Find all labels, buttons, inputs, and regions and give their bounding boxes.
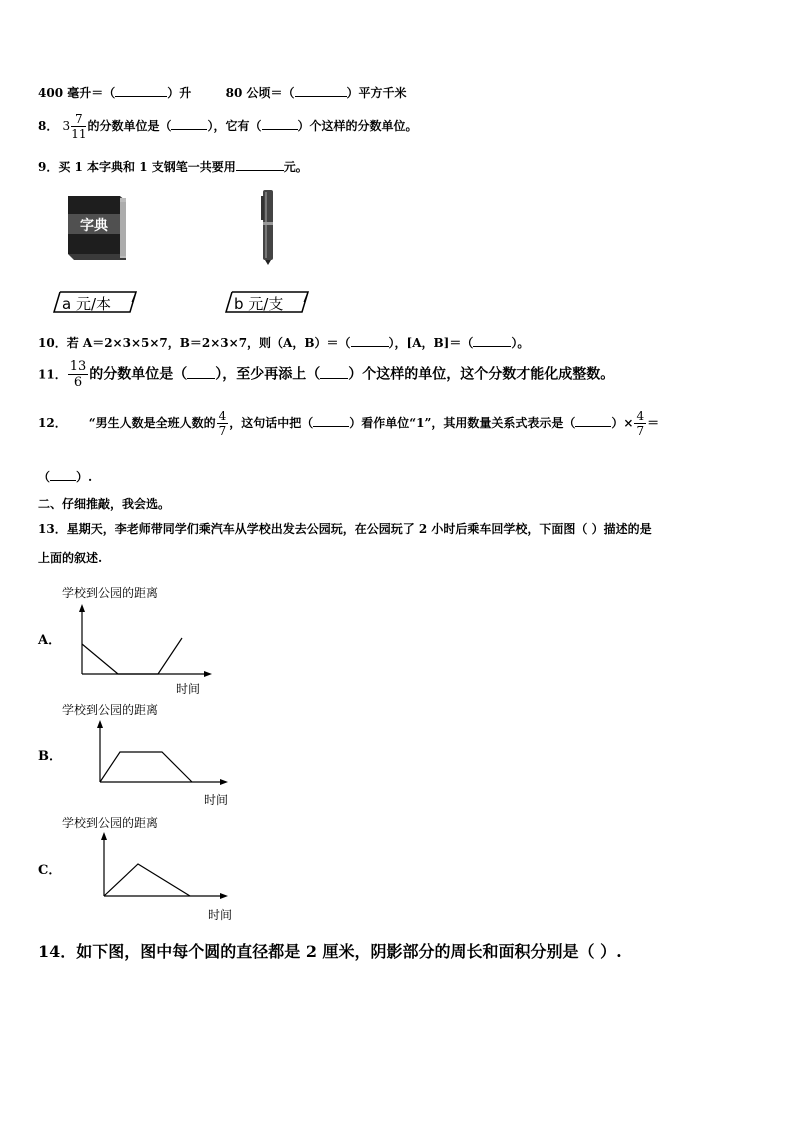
q8-text-c: ）个这样的分数单位。 xyxy=(297,119,418,133)
section-2-heading: 二、仔细推敲，我会选。 xyxy=(38,497,171,511)
q12-frac1-den: 7 xyxy=(218,424,227,438)
q9-text-a: 9．买 1 本字典和 1 支钢笔一共要用 xyxy=(38,160,236,174)
option-b-label[interactable]: B． xyxy=(38,749,62,764)
q12-frac2-num: 4 xyxy=(636,409,645,423)
dictionary-label: 字典 xyxy=(80,218,108,234)
option-c-y-axis-title: 学校到公园的距离 xyxy=(62,816,159,830)
q12-line-2 xyxy=(38,468,92,485)
q8-line xyxy=(38,113,418,140)
option-a-y-axis-title: 学校到公园的距离 xyxy=(62,586,159,600)
q12-text-d: ）× xyxy=(611,416,634,430)
q12-frac2-den: 7 xyxy=(636,424,645,438)
q10-blank-1[interactable] xyxy=(351,346,389,347)
q7-blank-2[interactable] xyxy=(295,96,347,97)
price-tag-2-text: b 元/支 xyxy=(234,295,284,313)
q12-line2-open: （ xyxy=(38,470,51,484)
q7-part1-text: 400 毫升＝（ xyxy=(38,86,116,100)
option-b-y-arrow xyxy=(97,720,103,728)
q8-blank-1[interactable] xyxy=(171,129,207,130)
q11-line xyxy=(38,360,614,389)
option-a-x-axis-title: 时间 xyxy=(176,682,201,696)
q8-fraction xyxy=(71,113,86,140)
option-c-distance-line xyxy=(104,864,190,896)
q10-text-b: ），[A，B]＝（ xyxy=(388,336,474,350)
q7-part2-text: 80 公顷＝（ xyxy=(225,86,295,100)
q12-number: 12． xyxy=(38,416,67,430)
option-a-x-arrow xyxy=(204,671,212,677)
q11-fraction xyxy=(68,360,89,389)
q12-line2-close: ）. xyxy=(76,470,93,484)
q13-line-2: 上面的叙述. xyxy=(38,551,103,565)
q12-blank-2[interactable] xyxy=(575,426,611,427)
q12-text-c: ）看作单位“1”，其用数量关系式表示是（ xyxy=(349,416,576,430)
option-b-x-arrow xyxy=(220,779,228,785)
q11-text-c: ）个这样的单位，这个分数才能化成整数。 xyxy=(348,366,615,383)
q8-mixed-number xyxy=(62,112,88,141)
q13-line-1: 13．星期天，李老师带同学们乘汽车从学校出发去公园玩，在公园玩了 2 小时后乘车回学校，下面图（ ）描述的是 xyxy=(38,522,652,536)
option-a-label[interactable]: A． xyxy=(38,633,62,648)
q12-blank-3[interactable] xyxy=(50,480,76,481)
q10-blank-2[interactable] xyxy=(473,346,511,347)
q8-text-a: 的分数单位是（ xyxy=(87,119,172,133)
option-c-graph[interactable] xyxy=(98,832,238,900)
q11-frac-num: 13 xyxy=(69,359,87,374)
option-a-graph[interactable] xyxy=(76,604,216,680)
q14-line: 14．如下图，图中每个圆的直径都是 2 厘米，阴影部分的周长和面积分别是（ ）. xyxy=(38,942,622,961)
option-b-distance-line xyxy=(100,752,192,782)
q8-blank-2[interactable] xyxy=(262,129,298,130)
option-c-x-arrow xyxy=(220,893,228,899)
q9-blank[interactable] xyxy=(236,170,284,171)
option-b-y-axis-title: 学校到公园的距离 xyxy=(62,703,159,717)
price-tag-1-text: a 元/本 xyxy=(62,295,112,313)
q11-number: 11． xyxy=(38,367,67,382)
option-a-y-arrow xyxy=(79,604,85,612)
q12-fraction-1 xyxy=(217,410,229,437)
q8-frac-den: 11 xyxy=(71,127,87,141)
q10-text-a: 10．若 A＝2×3×5×7，B＝2×3×7，则（A，B）＝（ xyxy=(38,336,351,350)
q11-text-a: 的分数单位是（ xyxy=(89,366,188,383)
q9-line xyxy=(38,158,308,175)
pen-illustration xyxy=(258,188,278,266)
option-b-graph[interactable] xyxy=(94,720,234,786)
q11-blank-1[interactable] xyxy=(187,378,215,379)
option-c-x-axis-title: 时间 xyxy=(208,908,233,922)
q12-text-e: ＝ xyxy=(647,416,660,430)
q9-text-b: 元。 xyxy=(283,160,308,174)
q12-line xyxy=(38,410,659,437)
q10-text-c: ）。 xyxy=(511,336,530,350)
q7-blank-1[interactable] xyxy=(115,96,167,97)
q8-text-b: ），它有（ xyxy=(207,119,262,133)
q11-blank-2[interactable] xyxy=(320,378,348,379)
q8-frac-num: 7 xyxy=(71,113,86,127)
option-b-x-axis-title: 时间 xyxy=(204,793,229,807)
q7-part1-unit: ）升 xyxy=(167,86,192,100)
q11-text-b: ），至少再添上（ xyxy=(215,366,321,383)
q7-part2-unit: ）平方千米 xyxy=(346,86,407,100)
q12-frac1-num: 4 xyxy=(218,409,227,423)
q8-whole: 3 xyxy=(62,119,71,133)
q8-number: 8． xyxy=(38,119,59,133)
q7-line xyxy=(38,84,407,101)
q11-frac-den: 6 xyxy=(73,375,83,390)
q12-fraction-2 xyxy=(634,410,646,437)
option-c-label[interactable]: C． xyxy=(38,863,62,878)
q10-line xyxy=(38,334,529,351)
option-a-distance-line xyxy=(82,638,182,674)
q12-text-a: “男生人数是全班人数的 xyxy=(88,416,216,430)
q12-text-b: ，这句话中把（ xyxy=(229,416,314,430)
option-c-y-arrow xyxy=(101,832,107,840)
q12-blank-1[interactable] xyxy=(313,426,349,427)
